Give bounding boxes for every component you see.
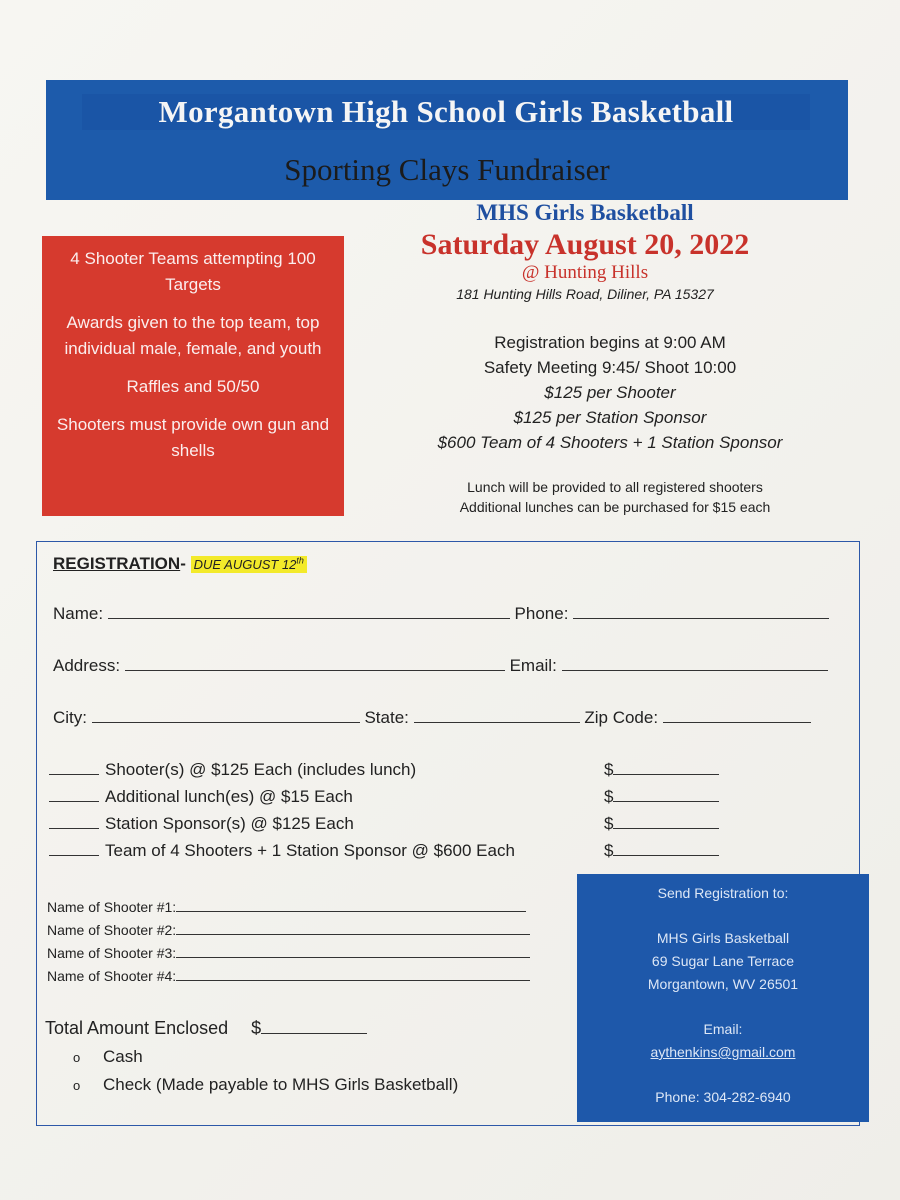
event-schedule	[340, 330, 880, 455]
dollar-sign: $	[604, 787, 614, 806]
city-label: City:	[53, 708, 87, 727]
amount-row	[604, 841, 719, 861]
order-item-label: Team of 4 Shooters + 1 Station Sponsor @ $600 Each	[105, 841, 515, 860]
event-venue: @ Hunting Hills	[521, 262, 649, 283]
state-field[interactable]	[414, 709, 580, 723]
shooter-name-row	[47, 944, 530, 961]
name-field[interactable]	[108, 605, 510, 619]
send-city: Morgantown, WV 26501	[647, 976, 799, 992]
title-dash: -	[180, 554, 186, 573]
event-organization: MHS Girls Basketball	[476, 200, 694, 225]
safety-meeting: Safety Meeting 9:45/ Shoot 10:00	[483, 358, 737, 377]
total-amount-row	[45, 1018, 367, 1039]
city-state-zip-row	[53, 708, 811, 728]
page-subtitle: Sporting Clays Fundraiser	[284, 152, 610, 187]
order-item-label: Shooter(s) @ $125 Each (includes lunch)	[105, 760, 417, 779]
shooter-label: Name of Shooter #3:	[47, 945, 177, 961]
shooter-name-field[interactable]	[176, 921, 530, 935]
order-item	[49, 760, 416, 780]
send-name: MHS Girls Basketball	[656, 930, 790, 946]
lunch-note-line: Lunch will be provided to all registered shooters	[467, 479, 763, 495]
price-shooter: $125 per Shooter	[544, 383, 676, 402]
shooter-name-field[interactable]	[176, 898, 526, 912]
shooter-name-row	[47, 921, 530, 938]
name-phone-row	[53, 604, 829, 624]
shooter-name-row	[47, 967, 530, 984]
amount-row	[604, 814, 719, 834]
due-date: DUE AUGUST 12	[193, 557, 297, 572]
registration-heading	[53, 554, 307, 574]
send-heading: Send Registration to:	[657, 885, 789, 901]
amount-field[interactable]	[613, 761, 719, 775]
feature-item: Shooters must provide own gun and shells	[56, 415, 330, 460]
registration-form	[36, 541, 860, 1126]
payment-option-check[interactable]	[73, 1075, 458, 1095]
name-label: Name:	[53, 604, 104, 623]
dollar-sign: $	[251, 1018, 262, 1038]
feature-item: 4 Shooter Teams attempting 100 Targets	[70, 249, 316, 294]
circle-bullet-icon: o	[73, 1050, 81, 1065]
price-team: $600 Team of 4 Shooters + 1 Station Sponsor	[437, 433, 783, 452]
zip-label: Zip Code:	[584, 708, 659, 727]
price-station: $125 per Station Sponsor	[513, 408, 707, 427]
registration-title: REGISTRATION	[53, 554, 181, 573]
amount-row	[604, 760, 719, 780]
order-item	[49, 814, 354, 834]
circle-bullet-icon: o	[73, 1078, 81, 1093]
city-field[interactable]	[92, 709, 360, 723]
event-address: 181 Hunting Hills Road, Diliner, PA 15327	[456, 286, 714, 302]
shooter-label: Name of Shooter #2:	[47, 922, 177, 938]
payment-option-cash[interactable]	[73, 1047, 143, 1067]
shooter-name-field[interactable]	[176, 967, 530, 981]
due-suffix: th	[296, 555, 304, 566]
email-field[interactable]	[562, 657, 828, 671]
lunch-note	[350, 477, 880, 517]
send-street: 69 Sugar Lane Terrace	[651, 953, 795, 969]
quantity-field[interactable]	[49, 842, 99, 856]
phone-field[interactable]	[573, 605, 829, 619]
send-registration-box	[577, 874, 869, 1122]
send-email-label: Email:	[703, 1021, 743, 1037]
phone-label: Phone:	[514, 604, 569, 623]
total-amount-field[interactable]	[261, 1020, 367, 1034]
amount-field[interactable]	[613, 815, 719, 829]
amount-field[interactable]	[613, 842, 719, 856]
amount-field[interactable]	[613, 788, 719, 802]
address-field[interactable]	[125, 657, 505, 671]
order-item-label: Station Sponsor(s) @ $125 Each	[105, 814, 354, 833]
zip-field[interactable]	[663, 709, 811, 723]
state-label: State:	[364, 708, 409, 727]
page-title: Morgantown High School Girls Basketball	[82, 94, 810, 130]
quantity-field[interactable]	[49, 815, 99, 829]
feature-item: Raffles and 50/50	[126, 377, 260, 396]
shooter-name-row	[47, 898, 526, 915]
feature-item: Awards given to the top team, top individual male, female, and youth	[64, 313, 322, 358]
address-email-row	[53, 656, 828, 676]
dollar-sign: $	[604, 760, 614, 779]
shooter-label: Name of Shooter #4:	[47, 968, 177, 984]
total-label: Total Amount Enclosed	[45, 1018, 229, 1038]
send-phone: Phone: 304-282-6940	[655, 1089, 791, 1105]
dollar-sign: $	[604, 814, 614, 833]
payment-option-label: Cash	[103, 1047, 143, 1066]
event-details	[380, 200, 880, 517]
email-label: Email:	[509, 656, 557, 675]
order-item	[49, 787, 353, 807]
payment-option-label: Check (Made payable to MHS Girls Basketball)	[103, 1075, 459, 1094]
address-label: Address:	[53, 656, 121, 675]
due-date-badge	[191, 556, 307, 573]
lunch-note-line: Additional lunches can be purchased for $15 each	[459, 499, 771, 515]
order-item-label: Additional lunch(es) @ $15 Each	[105, 787, 353, 806]
shooter-name-field[interactable]	[176, 944, 530, 958]
quantity-field[interactable]	[49, 788, 99, 802]
dollar-sign: $	[604, 841, 614, 860]
send-email-link[interactable]: aythenkins@gmail.com	[650, 1044, 796, 1060]
registration-time: Registration begins at 9:00 AM	[494, 333, 726, 352]
amount-row	[604, 787, 719, 807]
order-item	[49, 841, 515, 861]
shooter-label: Name of Shooter #1:	[47, 899, 177, 915]
quantity-field[interactable]	[49, 761, 99, 775]
event-date: Saturday August 20, 2022	[420, 228, 750, 261]
